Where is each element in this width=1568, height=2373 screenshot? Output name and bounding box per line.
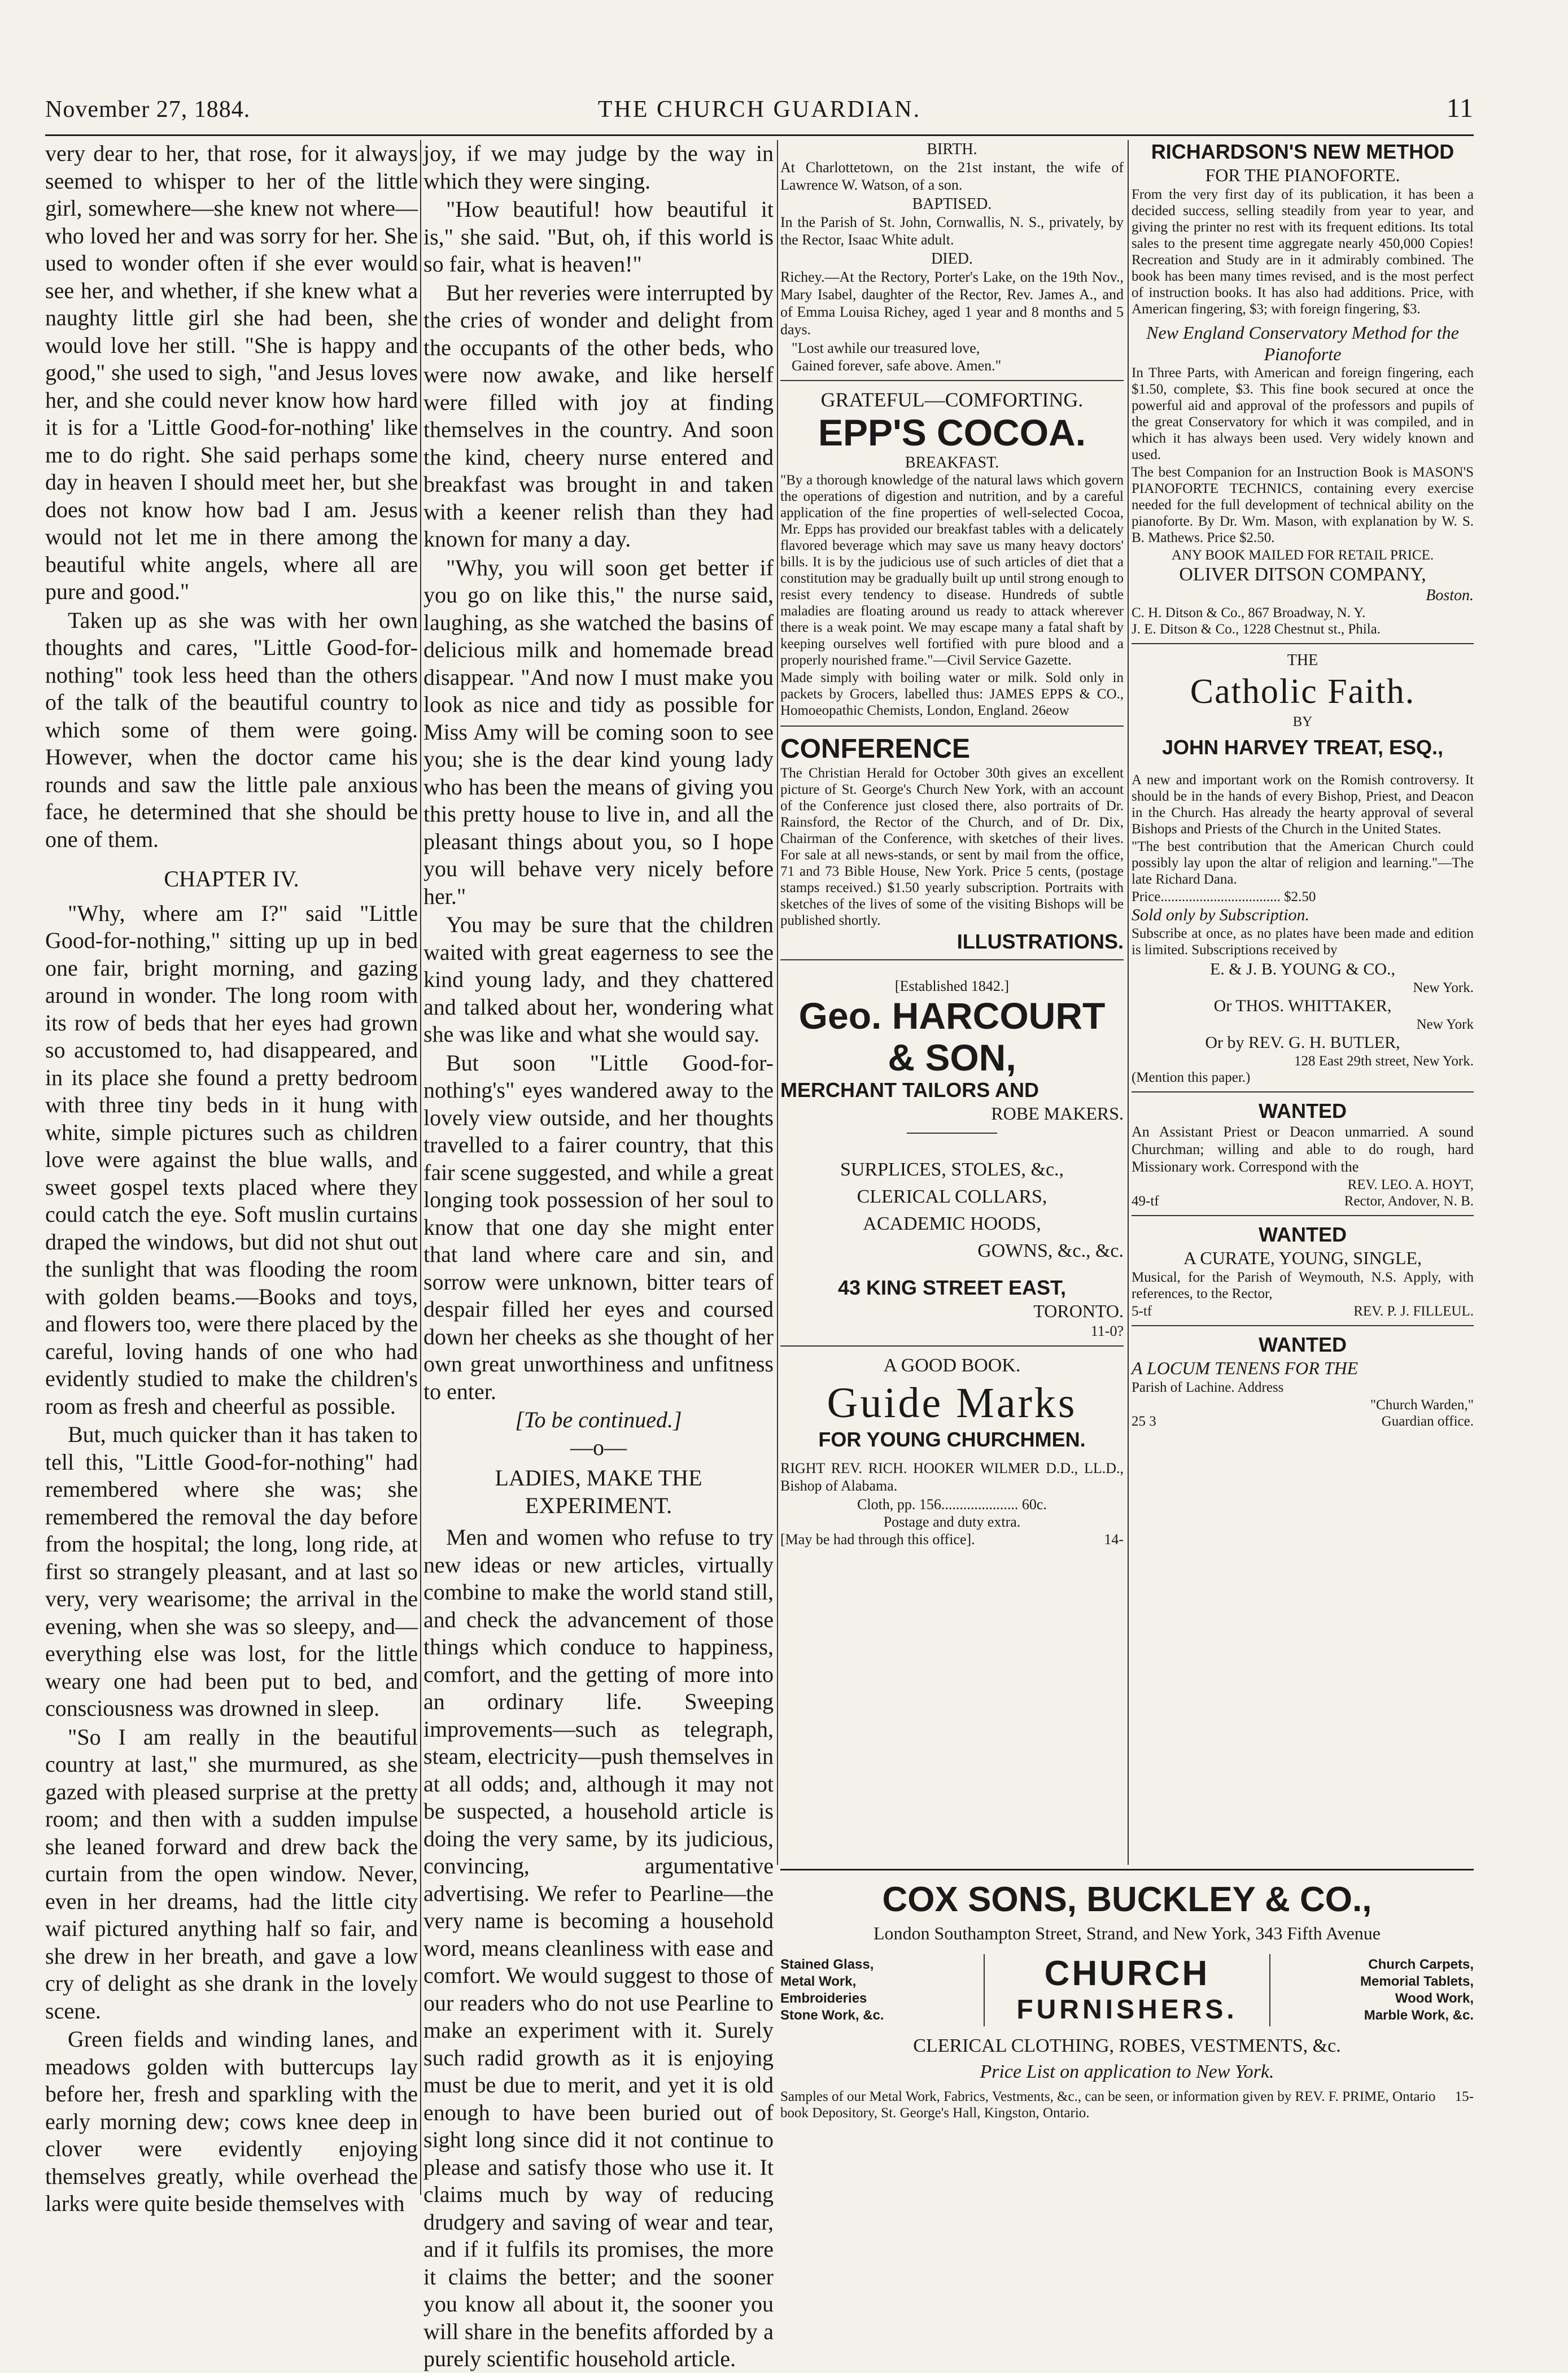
ad-note: Samples of our Metal Work, Fabrics, Vestments, &c., can be seen, or information given by REV. F. PRIME, Ontario book Depository, St. George's Hall, Kingston, Ontario. <box>780 2089 1436 2121</box>
wanted-signature-2: Guardian office. <box>1381 1414 1474 1429</box>
ad-quote: "The best contribution that the American Church could possibly lay upon the altar of religion and learning."—The late Richard Dana. <box>1132 839 1474 887</box>
ad-note-row <box>780 1531 1124 1548</box>
ad-address: C. H. Ditson & Co., 867 Broadway, N. Y. <box>1132 605 1366 620</box>
ad-subscription: Sold only by Subscription. <box>1132 906 1309 924</box>
ad-body: In Three Parts, with American and foreign fingering, each $1.50, complete, $3. This fine book secured at once the powerful aid and approval of the professors and pupils of the great Conservatory for which it was compiled, and in which it has always been used. Very widely known and used. <box>1132 365 1474 462</box>
divider <box>907 1133 997 1134</box>
service-item: Stone Work, &c. <box>780 2008 884 2023</box>
continued-note: [To be continued.] <box>515 1407 682 1432</box>
wanted-heading: WANTED <box>1259 1099 1347 1122</box>
ad-body: The best Companion for an Instruction Book is MASON'S PIANOFORTE TECHNICS, containing every exercise needed for the full development of technical ability on the pianoforte. By Dr. Wm. Mason, with explanation by W. S. B. Mathews. Price $2.50. <box>1132 465 1474 545</box>
ad-subtitle: FOR YOUNG CHURCHMEN. <box>818 1428 1086 1451</box>
ad-postage: Postage and duty extra. <box>883 1514 1021 1530</box>
birth-notice: At Charlottetown, on the 21st instant, the wife of Lawrence W. Watson, of a son. <box>780 159 1124 193</box>
column-divider <box>420 140 421 2195</box>
wanted-signature: REV. P. J. FILLEUL. <box>1353 1304 1474 1319</box>
ad-tag: ILLUSTRATIONS. <box>956 930 1124 953</box>
story-paragraph: Taken up as she was with her own thoughts and cares, "Little Good-for-nothing" took less heed than the others of the talk of the beautiful country to which some of them were going. However, when the doctor came his rounds and saw the little pale anxious face, he determined that she should be one of them. <box>45 607 418 852</box>
ads-column-3 <box>780 140 1124 1862</box>
epps-cocoa-ad <box>780 388 1124 727</box>
wanted-title: A LOCUM TENENS FOR THE <box>1132 1358 1359 1378</box>
cox-services-row <box>780 1954 1474 2026</box>
section-ornament: —o— <box>570 1434 627 1460</box>
story-paragraph: "Why, where am I?" said "Little Good-for-nothing," sitting up up in bed one fair, bright morning, and gazing around in wonder. The long room with its row of beds that her eyes had grown so accustomed to, had disappeared, and in its place she found a pretty bedroom with three tiny beds in it hung with white, simple pictures such as children love were against the blue walls, and sweet gospel texts placed where they could catch the eye. Soft muslin curtains draped the windows, but did not shut out the sunlight that was flooding the room with golden beams.—Books and toys, and flowers too, were there placed by the careful, loving hands of one who had evidently studied to make the children's room as fresh and cheerful as possible. <box>45 900 418 1419</box>
ad-heading-2: FURNISHERS. <box>1016 1995 1238 2025</box>
ad-line: CLERICAL CLOTHING, ROBES, VESTMENTS, &c. <box>913 2035 1341 2056</box>
baptised-heading: BAPTISED. <box>912 195 992 213</box>
article-paragraph: Men and women who refuse to try new ideas or new articles, virtually combine to make the world stand still, and check the advancement of those things which conduce to happiness, comfort, and the getting of more into an ordinary life. Sweeping improvements—such as telegraph, steam, electricity—push themselves in at all odds; and, although it may not be suspected, a household article is doing the very same, by its judicious, convincing, argumentative advertising. We refer to Pearline—the very name is becoming a household word, means cleanliness with ease and comfort. We would suggest to those of our readers who do not use Pearline to make an experiment with it. Surely such radid growth as it is enjoying must be due to merit, and yet it is old enough to have been buried out of sight long since did it not continue to please and satisfy those who use it. It claims much by way of reducing drudgery and saving of wear and tear, and if it fulfils its promises, the more it claims the better; and the sooner you know all about it, the sooner you will share in the benefits afforded by a purely scientific household article. <box>423 1524 774 2371</box>
ad-body: The Christian Herald for October 30th gives an excellent picture of St. George's Church New York, with an account of the Conference just closed there, also portraits of Dr. Rainsford, the Rector of the Church, and of Dr. Dix, Chairman of the Conference, with sketches of their lives. For sale at all news-stands, or sent by mail from the office, 71 and 73 Bible House, New York. Price 5 cents, (postage stamps received.) $1.50 yearly subscription. Portraits with sketches of the lives of some of the visiting Bishops will be published shortly. <box>780 766 1124 928</box>
ad-price: Cloth, pp. 156..................... 60c. <box>857 1496 1047 1513</box>
ad-title: Guide Marks <box>827 1379 1077 1427</box>
wanted-code: 49-tf <box>1132 1194 1159 1209</box>
issue-date: November 27, 1884. <box>45 97 251 123</box>
service-item: Wood Work, <box>1395 1991 1474 2006</box>
article-headline: LADIES, MAKE THE EXPERIMENT. <box>495 1465 702 1518</box>
verse-line: "Lost awhile our treasured love, <box>792 340 980 356</box>
ad-title: CONFERENCE <box>780 734 971 764</box>
wanted-heading: WANTED <box>1259 1223 1347 1246</box>
service-item: Church Carpets, <box>1368 1957 1474 1972</box>
ad-body: A new and important work on the Romish controversy. It should be in the hands of every Bishop, Priest, and Deacon in the Church. Has already the hearty approval of several Bishops and Priests of the Church in the United States. <box>1132 772 1474 837</box>
ad-item: GOWNS, &c., &c. <box>977 1240 1124 1261</box>
cox-services-right <box>1270 1956 1474 2024</box>
story-paragraph: But her reveries were interrupted by the cries of wonder and delight from the occupants of the other beds, who were now awake, and like herself were filled with joy at finding themselves in the country. And soon the kind, cheery nurse entered and breakfast was brought in and taken with a keener relish than they had known for many a day. <box>423 279 774 552</box>
ad-agent: Or THOS. WHITTAKER, <box>1213 997 1392 1015</box>
ad-line: Price List on application to New York. <box>980 2061 1274 2082</box>
guide-marks-ad <box>780 1353 1124 1548</box>
wanted-ad-3 <box>1132 1333 1474 1430</box>
wanted-signature-2: Rector, Andover, N. B. <box>1344 1194 1474 1209</box>
story-paragraph: Green fields and winding lanes, and meadows golden with buttercups lay before her, fresh and sparkling with the early morning dew; cows knee deep in clover were evidently enjoying themselves greatly, while overhead the larks were quite beside themselves with <box>45 2026 418 2216</box>
ad-trade: MERCHANT TAILORS AND <box>780 1078 1039 1102</box>
ad-price: Price.................................. $2.50 <box>1132 889 1316 904</box>
chapter-heading: CHAPTER IV. <box>164 866 299 891</box>
ad-body: From the very first day of its publication, it has been a decided success, selling steadily from year to year, and giving the printer no rest with its frequent editions. Its total sales to the present time aggregate nearly 450,000 Copies! Recreation and Study are in it admirably combined. The book has been many times revised, and is the most perfect of instruction books. It has also had additions. Price, with American fingering, $3; with foreign fingering, $3. <box>1132 187 1474 317</box>
ad-subtitle: FOR THE PIANOFORTE. <box>1205 165 1400 185</box>
ad-note: [May be had through this office]. <box>780 1531 975 1548</box>
ad-kicker: A GOOD BOOK. <box>883 1355 1021 1376</box>
ad-agent-address: 128 East 29th street, New York. <box>1294 1054 1474 1069</box>
story-paragraph: You may be sure that the children waited with great eagerness to see the kind young lady, and they chattered and talked about her, wondering what she was like and what she would say. <box>423 912 774 1047</box>
cox-center-block <box>984 1954 1270 2026</box>
wanted-ad-1 <box>1132 1099 1474 1216</box>
wanted-signature: "Church Warden," <box>1370 1397 1474 1413</box>
ad-established: [Established 1842.] <box>894 978 1010 994</box>
page-number: 11 <box>1446 93 1474 123</box>
ads-column-4 <box>1132 140 1474 1862</box>
masthead-title: THE CHURCH GUARDIAN. <box>597 97 921 123</box>
ad-address: J. E. Ditson & Co., 1228 Chestnut st., Phila. <box>1132 622 1381 637</box>
ad-title: New England Conservatory Method for the Pianoforte <box>1146 322 1459 364</box>
wanted-heading: WANTED <box>1259 1333 1347 1356</box>
ad-item: ACADEMIC HOODS, <box>863 1213 1041 1234</box>
service-item: Marble Work, &c. <box>1364 2008 1474 2023</box>
story-column-1 <box>45 140 418 2223</box>
ad-address: 43 KING STREET EAST, <box>837 1276 1067 1299</box>
died-heading: DIED. <box>931 250 973 268</box>
ad-code: 15- <box>1455 2089 1474 2104</box>
ad-by: BY <box>1292 714 1313 729</box>
ad-body: "By a thorough knowledge of the natural laws which govern the operations of digestion and nutrition, and by a careful application of the fine properties of well-selected Cocoa, Mr. Epps has provided our breakfast tables with a delicately flavored beverage which may save us many heavy doctors' bills. It is by the judicious use of such articles of diet that a constitution may be gradually built up until strong enough to resist every tendency to disease. Hundreds of subtle maladies are floating around us ready to attack wherever there is a weak point. We may escape many a fatal shaft by keeping ourselves well fortified with pure blood and a properly nourished frame."—Civil Service Gazette. <box>780 473 1124 668</box>
wanted-title: A CURATE, YOUNG, SINGLE, <box>1183 1248 1422 1268</box>
ad-heading: CHURCH <box>1044 1954 1210 1993</box>
died-notice: Richey.—At the Rectory, Porter's Lake, on the 19th Nov., Mary Isabel, daughter of the Rector, Rev. James A., and of Emma Louisa Richey, aged 1 year and 8 months and 5 days. <box>780 269 1124 338</box>
wanted-code: 5-tf <box>1132 1304 1152 1319</box>
ad-kicker: THE <box>1287 652 1318 669</box>
ad-city: Boston. <box>1426 587 1474 604</box>
column-divider <box>1128 140 1129 1865</box>
service-item: Metal Work, <box>780 1974 857 1989</box>
notices-box <box>780 140 1124 381</box>
story-paragraph: joy, if we may judge by the way in which they were singing. <box>423 141 774 194</box>
ad-publisher: OLIVER DITSON COMPANY, <box>1179 564 1426 585</box>
ad-mention: (Mention this paper.) <box>1132 1070 1251 1085</box>
ad-note: Subscribe at once, as no plates have been made and edition is limited. Subscriptions received by <box>1132 926 1474 958</box>
harcourt-ad <box>780 977 1124 1347</box>
story-column-2 <box>423 140 774 2371</box>
ad-title: Catholic Faith. <box>1190 672 1416 711</box>
cox-footer-row <box>780 2088 1474 2121</box>
ad-title: RICHARDSON'S NEW METHOD <box>1151 140 1455 163</box>
column-divider <box>777 140 778 1865</box>
cox-services-left <box>780 1956 984 2024</box>
story-paragraph: "How beautiful! how beautiful it is," she said. "But, oh, if this world is so fair, what is heaven!" <box>423 196 774 277</box>
ad-title: Geo. HARCOURT <box>798 995 1106 1037</box>
ad-city: TORONTO. <box>1033 1301 1124 1321</box>
page-header <box>45 85 1474 130</box>
ad-code: 11-0? <box>1090 1323 1124 1339</box>
header-rule <box>45 134 1474 136</box>
story-paragraph: "Why, you will soon get better if you go on like this," the nurse said, laughing, as she watched the basins of delicious milk and homemade bread disappear. "And now I must make you look as nice and tidy as possible for Miss Amy will be coming soon to see you; she is the dear kind young lady who has been the means of giving you this pretty house to live in, and all the pleasant things about you, so I hope you will behave very nicely before her." <box>423 554 774 909</box>
wanted-body: Parish of Lachine. Address <box>1132 1380 1284 1395</box>
wanted-body: An Assistant Priest or Deacon unmarried. A sound Churchman; willing and able to do rough, hard Missionary work. Correspond with the <box>1132 1124 1474 1175</box>
cox-sons-ad <box>780 1869 1474 2217</box>
wanted-code: 25 3 <box>1132 1414 1156 1429</box>
conference-ad <box>780 733 1124 960</box>
ad-address: London Southampton Street, Strand, and New York, 343 Fifth Avenue <box>873 1923 1381 1943</box>
wanted-body: Musical, for the Parish of Weymouth, N.S. Apply, with references, to the Rector, <box>1132 1270 1474 1301</box>
ad-subtitle: BREAKFAST. <box>905 454 999 471</box>
ad-item: CLERICAL COLLARS, <box>857 1186 1047 1207</box>
richardson-ad <box>1132 140 1474 644</box>
ad-author: RIGHT REV. RICH. HOOKER WILMER D.D., LL.D., Bishop of Alabama. <box>780 1460 1124 1494</box>
service-item: Embroideries <box>780 1991 867 2006</box>
story-paragraph: But soon "Little Good-for-nothing's" eyes wandered away to the lovely view outside, and her thoughts travelled to a fairer country, that this fair scene suggested, and while a great longing took possession of her soul to know that one day she might enter that land where care and sin, and sorrow were unknown, bitter tears of despair filled her eyes and coursed down her cheeks as she thought of her own great unworthiness and unfitness to enter. <box>423 1050 774 1404</box>
ad-trade-2: ROBE MAKERS. <box>991 1103 1124 1124</box>
ad-agent-city: New York. <box>1413 980 1474 995</box>
ad-agent: E. & J. B. YOUNG & CO., <box>1209 960 1396 978</box>
ad-code: 14- <box>1104 1531 1124 1548</box>
ad-body: Made simply with boiling water or milk. Sold only in packets by Grocers, labelled thus: JAMES EPPS & CO., Homoeopathic Chemists, London, England. 26eow <box>780 670 1124 718</box>
story-paragraph: very dear to her, that rose, for it always seemed to whisper to her of the little girl, somewhere—she knew not where—who loved her and was sorry for her. She used to wonder often if she ever would see her, and whether, if she knew what a naughty little girl she had been, she would love her still. "She is happy and good," she used to sigh, "and Jesus loves her, and she could never know how hard it is for a 'Little Good-for-nothing' like me to do right. She said perhaps some day in heaven I should meet her, but she does not know how bad I am. Jesus would not let me in there among the beautiful white angels, where all are pure and good." <box>45 141 418 604</box>
ad-agent: Or by REV. G. H. BUTLER, <box>1205 1033 1400 1052</box>
ad-note: ANY BOOK MAILED FOR RETAIL PRICE. <box>1171 548 1434 563</box>
ad-kicker: GRATEFUL—COMFORTING. <box>820 388 1084 411</box>
service-item: Stained Glass, <box>780 1957 874 1972</box>
wanted-ad-2 <box>1132 1223 1474 1326</box>
wanted-sig-row <box>1132 1413 1474 1430</box>
story-paragraph: "So I am really in the beautiful country at last," she murmured, as she gazed with pleased surprise at the pretty room; and then with a sudden impulse she leaned forward and drew back the curtain from the open window. Never, even in her dreams, had the little city waif pictured anything half so fair, and she drew in her breath, and gave a low cry of delight as she drank in the lovely scene. <box>45 1724 418 2024</box>
wanted-sig-row <box>1132 1303 1474 1319</box>
verse-line: Gained forever, safe above. Amen." <box>792 357 1002 374</box>
wanted-sig-row <box>1132 1193 1474 1209</box>
birth-heading: BIRTH. <box>927 141 977 158</box>
ad-title: COX SONS, BUCKLEY & CO., <box>882 1880 1372 1919</box>
ad-agent-city: New York <box>1416 1017 1474 1032</box>
baptised-notice: In the Parish of St. John, Cornwallis, N. S., privately, by the Rector, Isaac White adult. <box>780 214 1124 248</box>
ad-author: JOHN HARVEY TREAT, ESQ., <box>1161 736 1444 759</box>
ad-item: SURPLICES, STOLES, &c., <box>840 1159 1064 1180</box>
story-paragraph: But, much quicker than it has taken to tell this, "Little Good-for-nothing" had remembered where she was; she remembered the removal the day before from the hospital; the long, long ride, at first so strangely pleasant, and at last so very, very wearisome; the arrival in the evening, when she was so sleepy, and—everything else was lost, for the little weary one had been put to bed, and consciousness was drowned in sleep. <box>45 1422 418 1721</box>
wanted-signature: REV. LEO. A. HOYT, <box>1347 1177 1474 1192</box>
ad-title: EPP'S COCOA. <box>818 412 1086 453</box>
catholic-faith-ad <box>1132 651 1474 1092</box>
service-item: Memorial Tablets, <box>1360 1974 1474 1989</box>
ad-title-2: & SON, <box>888 1037 1016 1078</box>
